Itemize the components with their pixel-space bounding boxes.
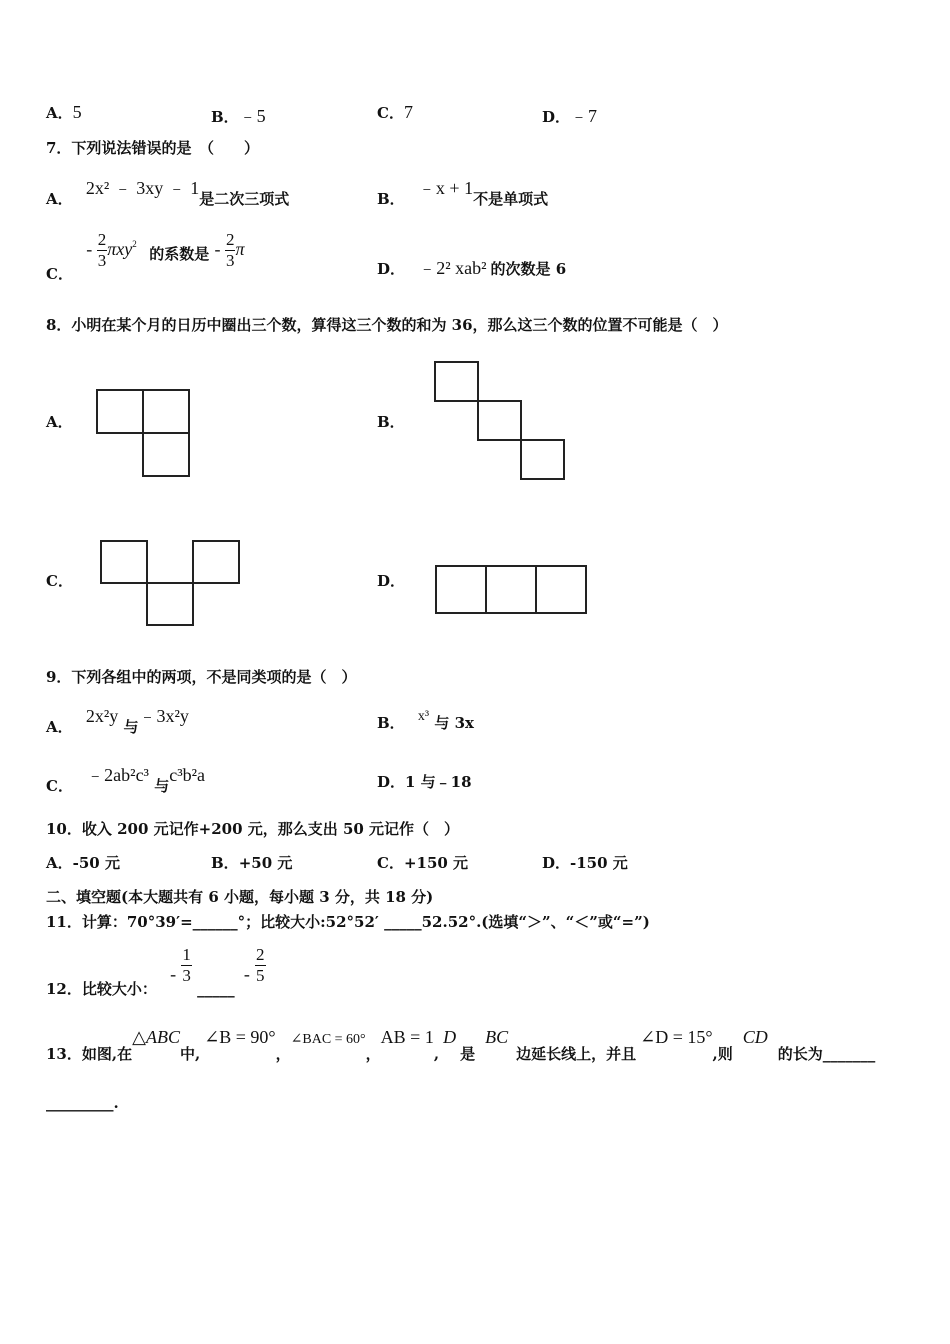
q8-b-square-3 xyxy=(521,440,564,479)
q8-b-square-2 xyxy=(478,401,521,440)
q10-option-d: D．-150 元 xyxy=(542,854,628,872)
q8-title: 8．小明在某个月的日历中圈出三个数，算得这三个数的和为 36，那么这三个数的位置不可能是（ ） xyxy=(46,316,728,334)
q7-b-expression: ﹣x + 1 xyxy=(417,178,474,198)
q8-figure-b xyxy=(432,359,572,484)
q12-row: 12．比较大小： - $\frac{1}{3}$ _____ - $\frac{2}{5}$ xyxy=(46,945,265,998)
q8-figure-d xyxy=(433,563,593,623)
q8-c-square-1 xyxy=(101,541,147,583)
q8-label-d: D． xyxy=(377,572,406,590)
q7-option-b: B． ﹣x + 1不是单项式 xyxy=(377,178,549,208)
q8-d-square-1 xyxy=(436,566,486,613)
q7-c-coefficient: - $\frac{2}{3}$ π xyxy=(214,230,245,270)
q7-option-a: A． 2x² ﹣ 3xy ﹣ 1是二次三项式 xyxy=(46,178,290,208)
q7-a-expression: 2x² ﹣ 3xy ﹣ 1 xyxy=(85,178,200,198)
q8-a-square-3 xyxy=(143,433,189,476)
q10-option-c: C．+150 元 xyxy=(377,854,469,872)
q8-label-a: A． xyxy=(46,413,73,431)
q8-c-square-3 xyxy=(147,583,193,625)
q13-angle-d: ∠D = 15° xyxy=(640,1027,713,1047)
q13-angle-b: ∠B = 90° xyxy=(204,1027,276,1047)
q8-figure-c xyxy=(97,538,247,633)
q12-fraction-2: $\frac{2}{5}$ xyxy=(256,945,265,985)
q6-option-a: A．5 xyxy=(46,102,82,122)
q9-option-c: C． ﹣2ab²c³ 与c³b²a xyxy=(46,765,205,795)
q10-title: 10．收入 200 元记作+200 元，那么支出 50 元记作（ ） xyxy=(46,820,460,838)
q13-ab: AB = 1 xyxy=(380,1027,434,1047)
q7-d-expression: ﹣2² xab² xyxy=(418,258,487,278)
q8-figure-a xyxy=(95,388,195,483)
q8-b-square-1 xyxy=(435,362,478,401)
q8-a-square-1 xyxy=(97,390,143,433)
q9-option-b: B． x³ 与 3x xyxy=(377,709,474,732)
q6-option-b: B．﹣5 xyxy=(211,106,266,126)
q10-option-b: B．+50 元 xyxy=(211,854,293,872)
q12-blank: _____ xyxy=(197,979,235,998)
q11-text: 11．计算：70°39′=______°；比较大小:52°52′ _____52.52°.(选填“＞”、“＜”或“=”) xyxy=(46,913,650,931)
q8-c-square-2 xyxy=(193,541,239,583)
q13-line-2: _________. xyxy=(46,1094,119,1112)
q7-title: 7．下列说法错误的是 （ ） xyxy=(46,139,259,157)
q8-d-square-3 xyxy=(536,566,586,613)
q13-triangle: △ABC xyxy=(132,1027,180,1047)
q7-option-c: C． - $\frac{2}{3}$ πxy$^2$ 的系数是 - $\frac{2}{3}$ π xyxy=(46,230,245,283)
q10-option-a: A．-50 元 xyxy=(46,854,120,872)
q8-label-c: C． xyxy=(46,572,73,590)
q12-fraction-1: $\frac{1}{3}$ xyxy=(182,945,191,985)
q9-option-a: A． 2x²y 与﹣3x²y xyxy=(46,706,189,736)
q6-option-d: D．﹣7 xyxy=(542,106,598,126)
section-2-heading: 二、填空题(本大题共有 6 小题，每小题 3 分，共 18 分) xyxy=(46,888,434,906)
q13-row: 13．如图,在△ABC中,∠B = 90°，∠BAC = 60°，AB = 1,D是BC边延长线上，并且∠D = 15°,则CD的长为_______ xyxy=(46,1027,876,1063)
q9-option-d: D．1 与﹣18 xyxy=(377,773,472,791)
q8-label-b: B． xyxy=(377,413,405,431)
q9-title: 9．下列各组中的两项，不是同类项的是（ ） xyxy=(46,668,357,686)
q13-angle-bac: ∠BAC = 60° xyxy=(290,1032,366,1047)
q7-option-d: D． ﹣2² xab² 的次数是 6 xyxy=(377,258,567,278)
q6-option-c: C．7 xyxy=(377,102,413,122)
q7-c-expression: - $\frac{2}{3}$ πxy$^2$ xyxy=(86,230,137,270)
q8-a-square-2 xyxy=(143,390,189,433)
q8-d-square-2 xyxy=(486,566,536,613)
